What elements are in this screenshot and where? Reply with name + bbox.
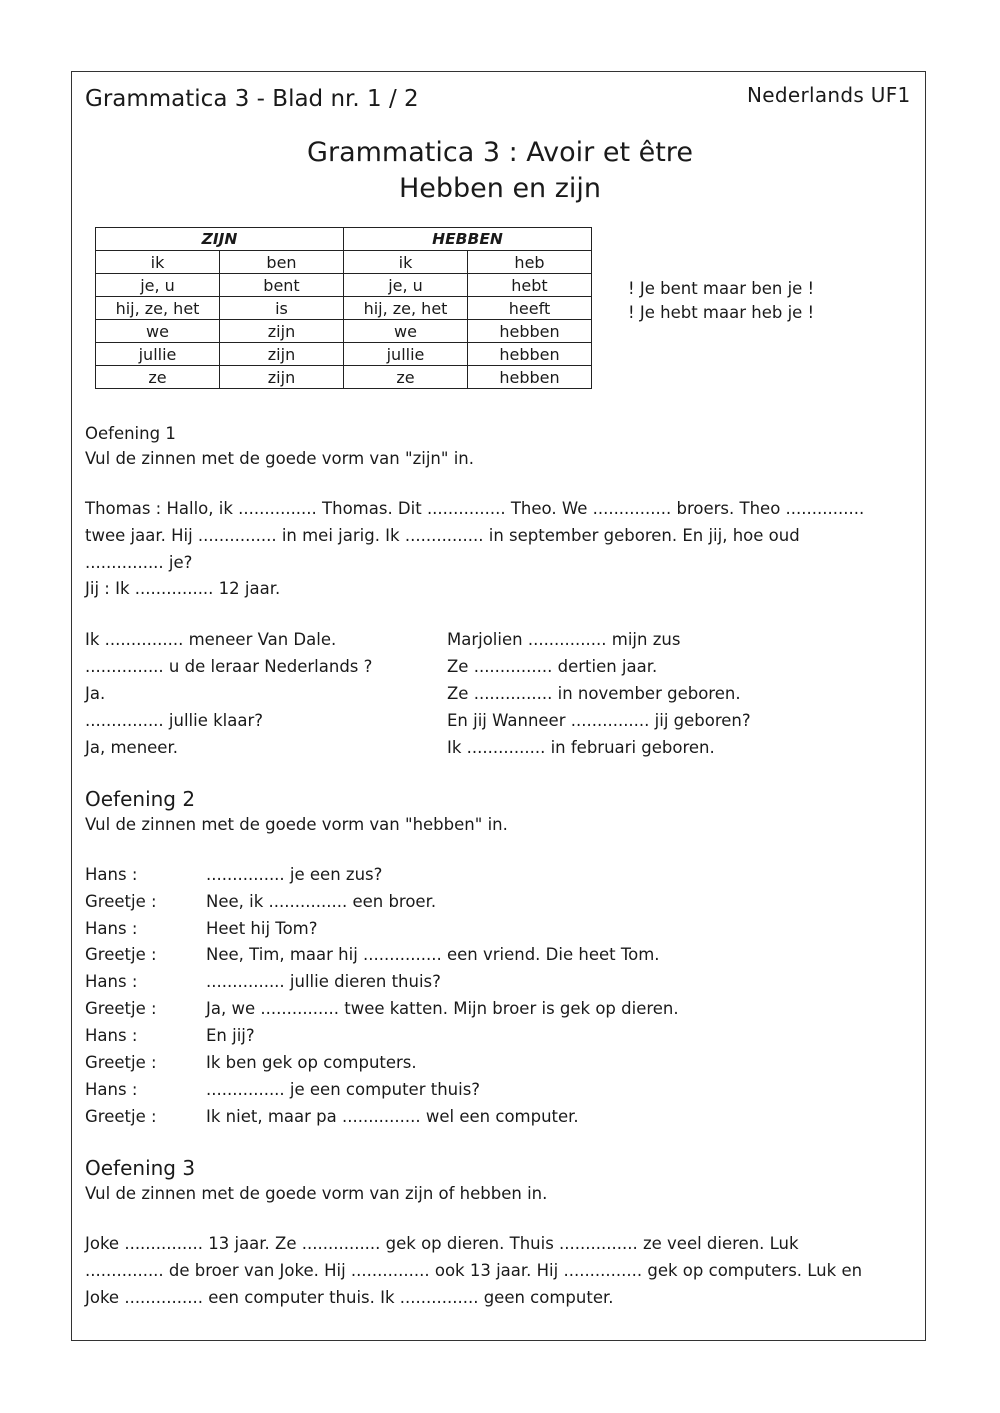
table-cell: bent bbox=[220, 274, 344, 297]
table-cell: hebt bbox=[468, 274, 592, 297]
table-cell: je, u bbox=[344, 274, 468, 297]
speaker-label: Hans : bbox=[85, 1080, 138, 1099]
exercise-3-line: Joke ............... 13 jaar. Ze ............... gek op dieren. Thuis ............... ze veel dieren. Luk bbox=[85, 1234, 799, 1253]
course-label: Nederlands UF1 bbox=[747, 83, 911, 107]
exercise-3-title: Oefening 3 bbox=[85, 1156, 196, 1180]
exercise-3-instruction: Vul de zinnen met de goede vorm van zijn of hebben in. bbox=[85, 1184, 548, 1203]
exercise-1-instruction: Vul de zinnen met de goede vorm van "zijn" in. bbox=[85, 449, 474, 468]
exercise-1-left-line: ............... u de leraar Nederlands ? bbox=[85, 657, 373, 676]
table-cell: zijn bbox=[220, 343, 344, 366]
conjugation-table bbox=[95, 227, 592, 389]
table-row bbox=[96, 274, 592, 297]
dialogue-line: Heet hij Tom? bbox=[206, 919, 318, 938]
speaker-label: Greetje : bbox=[85, 892, 157, 911]
exercise-2-instruction: Vul de zinnen met de goede vorm van "hebben" in. bbox=[85, 815, 508, 834]
table-cell: ik bbox=[96, 251, 220, 274]
exercise-3-line: Joke ............... een computer thuis. Ik ............... geen computer. bbox=[85, 1288, 614, 1307]
exercise-1-right-line: Ze ............... in november geboren. bbox=[447, 684, 741, 703]
exercise-1-right-line: Ik ............... in februari geboren. bbox=[447, 738, 715, 757]
table-cell: heeft bbox=[468, 297, 592, 320]
exercise-1-line: ............... je? bbox=[85, 553, 193, 572]
note-zijn: ! Je bent maar ben je ! bbox=[628, 279, 815, 298]
exercise-1-left-line: ............... jullie klaar? bbox=[85, 711, 264, 730]
table-cell: ze bbox=[344, 366, 468, 389]
speaker-label: Greetje : bbox=[85, 945, 157, 964]
table-cell: ben bbox=[220, 251, 344, 274]
dialogue-line: En jij? bbox=[206, 1026, 255, 1045]
exercise-1-title: Oefening 1 bbox=[85, 424, 176, 443]
dialogue-line: Ik niet, maar pa ............... wel een computer. bbox=[206, 1107, 579, 1126]
dialogue-line: ............... je een zus? bbox=[206, 865, 383, 884]
dialogue-line: Nee, ik ............... een broer. bbox=[206, 892, 437, 911]
table-cell: jullie bbox=[96, 343, 220, 366]
exercise-1-line: Jij : Ik ............... 12 jaar. bbox=[85, 579, 281, 598]
note-hebben: ! Je hebt maar heb je ! bbox=[628, 303, 815, 322]
table-cell: ze bbox=[96, 366, 220, 389]
table-cell: hebben bbox=[468, 320, 592, 343]
table-cell: jullie bbox=[344, 343, 468, 366]
exercise-1-right-line: En jij Wanneer ............... jij geboren? bbox=[447, 711, 751, 730]
table-cell: heb bbox=[468, 251, 592, 274]
table-cell: hij, ze, het bbox=[96, 297, 220, 320]
speaker-label: Hans : bbox=[85, 972, 138, 991]
dialogue-line: ............... je een computer thuis? bbox=[206, 1080, 481, 1099]
exercise-2-title: Oefening 2 bbox=[85, 787, 196, 811]
table-cell: we bbox=[96, 320, 220, 343]
table-row bbox=[96, 343, 592, 366]
table-cell: we bbox=[344, 320, 468, 343]
dialogue-line: Ik ben gek op computers. bbox=[206, 1053, 417, 1072]
table-row bbox=[96, 251, 592, 274]
exercise-3-line: ............... de broer van Joke. Hij ............... ook 13 jaar. Hij ............... gek op computers. Luk en bbox=[85, 1261, 863, 1280]
table-cell: is bbox=[220, 297, 344, 320]
table-cell: hebben bbox=[468, 343, 592, 366]
speaker-label: Hans : bbox=[85, 865, 138, 884]
exercise-1-left-line: Ik ............... meneer Van Dale. bbox=[85, 630, 337, 649]
exercise-1-left-line: Ja, meneer. bbox=[85, 738, 178, 757]
table-row bbox=[96, 320, 592, 343]
sheet-label: Grammatica 3 - Blad nr. 1 / 2 bbox=[85, 86, 419, 112]
table-cell: je, u bbox=[96, 274, 220, 297]
exercise-1-right-line: Ze ............... dertien jaar. bbox=[447, 657, 658, 676]
page-subtitle: Hebben en zijn bbox=[398, 173, 602, 204]
exercise-1-right-line: Marjolien ............... mijn zus bbox=[447, 630, 681, 649]
hebben-header: HEBBEN bbox=[344, 228, 592, 251]
page-title: Grammatica 3 : Avoir et être bbox=[307, 137, 693, 168]
dialogue-line: ............... jullie dieren thuis? bbox=[206, 972, 441, 991]
table-cell: hij, ze, het bbox=[344, 297, 468, 320]
speaker-label: Hans : bbox=[85, 919, 138, 938]
table-cell: ik bbox=[344, 251, 468, 274]
table-cell: zijn bbox=[220, 366, 344, 389]
zijn-header: ZIJN bbox=[96, 228, 344, 251]
exercise-1-left-line: Ja. bbox=[85, 684, 106, 703]
dialogue-line: Nee, Tim, maar hij ............... een vriend. Die heet Tom. bbox=[206, 945, 660, 964]
table-row bbox=[96, 297, 592, 320]
table-row bbox=[96, 366, 592, 389]
speaker-label: Hans : bbox=[85, 1026, 138, 1045]
exercise-1-line: Thomas : Hallo, ik ............... Thomas. Dit ............... Theo. We ............... broers. Theo ............... bbox=[85, 499, 865, 518]
table-cell: zijn bbox=[220, 320, 344, 343]
dialogue-line: Ja, we ............... twee katten. Mijn broer is gek op dieren. bbox=[206, 999, 679, 1018]
speaker-label: Greetje : bbox=[85, 999, 157, 1018]
exercise-1-line: twee jaar. Hij ............... in mei jarig. Ik ............... in september geboren. En jij, hoe oud bbox=[85, 526, 800, 545]
speaker-label: Greetje : bbox=[85, 1053, 157, 1072]
speaker-label: Greetje : bbox=[85, 1107, 157, 1126]
table-cell: hebben bbox=[468, 366, 592, 389]
table-header-row bbox=[96, 228, 592, 251]
